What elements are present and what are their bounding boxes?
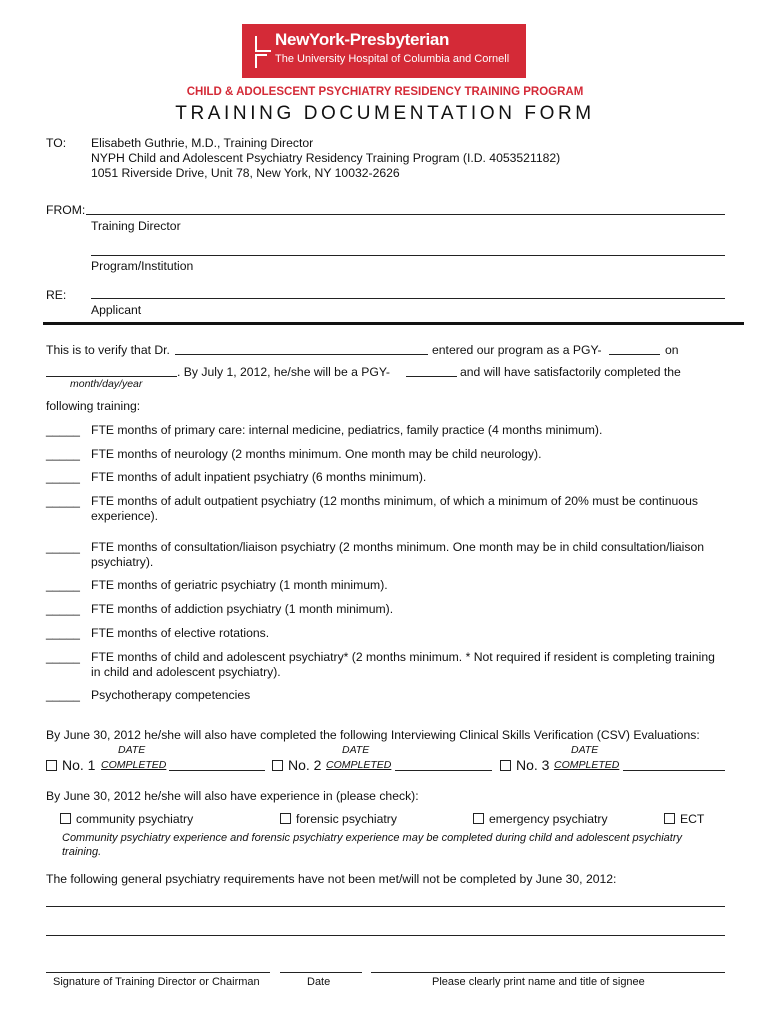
verify-text-c: on <box>665 343 679 357</box>
emergency-checkbox[interactable] <box>473 813 484 824</box>
csv-1-date-label: DATE <box>118 744 146 756</box>
program-institution-caption: Program/Institution <box>91 259 194 273</box>
requirements-line-1[interactable] <box>46 906 725 907</box>
training-item: FTE months of addiction psychiatry (1 month minimum). <box>91 602 394 616</box>
csv-1-date-field[interactable] <box>169 770 265 771</box>
signature-date-field[interactable] <box>280 972 362 973</box>
to-line-2: NYPH Child and Adolescent Psychiatry Residency Training Program (I.D. 4053521182) <box>91 151 561 165</box>
csv-3-checkbox[interactable] <box>500 760 511 771</box>
fte-blank-adult-outpatient[interactable]: _____ <box>46 494 80 508</box>
training-item: FTE months of elective rotations. <box>91 626 270 640</box>
forensic-label: forensic psychiatry <box>296 812 397 826</box>
verify-text-d: . By July 1, 2012, he/she will be a PGY- <box>177 365 390 379</box>
section-divider <box>43 322 744 325</box>
fte-blank-neurology[interactable]: _____ <box>46 447 80 461</box>
csv-2-completed: COMPLETED <box>326 759 392 771</box>
logo-mark-icon <box>255 36 271 52</box>
csv-1 <box>46 757 95 773</box>
training-item-cont: experience). <box>91 509 159 523</box>
pgy-july-field[interactable] <box>406 376 457 377</box>
csv-intro: By June 30, 2012 he/she will also have completed the following Interviewing Clinical Skills Verification (CSV) Evaluations: <box>46 728 700 742</box>
verify-text-b: entered our program as a PGY- <box>432 343 602 357</box>
fte-blank-geriatric[interactable]: _____ <box>46 578 80 592</box>
ect-label: ECT <box>680 812 705 826</box>
date-format-caption: month/day/year <box>70 378 143 390</box>
from-label: FROM: <box>46 203 86 217</box>
training-director-caption: Training Director <box>91 219 181 233</box>
csv-1-label: No. 1 <box>62 757 96 773</box>
page-title: TRAINING DOCUMENTATION FORM <box>175 103 595 124</box>
logo-subtitle: The University Hospital of Columbia and Cornell <box>275 53 510 65</box>
fte-blank-psychotherapy[interactable]: _____ <box>46 688 80 702</box>
csv-3-label: No. 3 <box>516 757 550 773</box>
fte-blank-consultation[interactable]: _____ <box>46 540 80 554</box>
logo-mark-stem <box>255 54 257 68</box>
hospital-logo <box>242 24 526 78</box>
logo-name: NewYork-Presbyterian <box>275 30 450 49</box>
csv-2-checkbox[interactable] <box>272 760 283 771</box>
doctor-name-field[interactable] <box>175 354 428 355</box>
csv-3-date-label: DATE <box>571 744 599 756</box>
entry-date-field[interactable] <box>46 376 177 377</box>
training-item: FTE months of geriatric psychiatry (1 month minimum). <box>91 578 388 592</box>
emergency-label: emergency psychiatry <box>489 812 608 826</box>
training-item-cont: in child and adolescent psychiatry). <box>91 665 281 679</box>
exp-forensic <box>280 812 397 826</box>
training-item: Psychotherapy competencies <box>91 688 251 702</box>
program-institution-field[interactable] <box>91 255 725 256</box>
to-line-3: 1051 Riverside Drive, Unit 78, New York, NY 10032-2626 <box>91 166 400 180</box>
experience-note-1: Community psychiatry experience and forensic psychiatry experience may be completed during child and adolescent psychiatry <box>62 832 682 844</box>
fte-blank-primary-care[interactable]: _____ <box>46 423 80 437</box>
fte-blank-child-adolescent[interactable]: _____ <box>46 650 80 664</box>
csv-2-date-field[interactable] <box>395 770 492 771</box>
to-line-1: Elisabeth Guthrie, M.D., Training Director <box>91 136 314 150</box>
csv-3 <box>500 757 549 773</box>
signature-field[interactable] <box>46 972 270 973</box>
training-item: FTE months of child and adolescent psychiatry* (2 months minimum. * Not required if resident is completing training <box>91 650 715 664</box>
date-caption: Date <box>307 976 331 988</box>
training-item: FTE months of adult outpatient psychiatry (12 months minimum, of which a minimum of 20% must be continuous <box>91 494 698 508</box>
experience-intro: By June 30, 2012 he/she will also have experience in (please check): <box>46 789 419 803</box>
verify-text-a: This is to verify that Dr. <box>46 343 170 357</box>
csv-2 <box>272 757 321 773</box>
fte-blank-adult-inpatient[interactable]: _____ <box>46 470 80 484</box>
csv-2-date-label: DATE <box>342 744 370 756</box>
verify-text-e: and will have satisfactorily completed the <box>460 365 681 379</box>
from-director-field[interactable] <box>86 214 725 215</box>
re-label: RE: <box>46 288 67 302</box>
fte-blank-elective[interactable]: _____ <box>46 626 80 640</box>
applicant-caption: Applicant <box>91 303 142 317</box>
csv-1-checkbox[interactable] <box>46 760 57 771</box>
csv-1-completed: COMPLETED <box>101 759 167 771</box>
applicant-field[interactable] <box>91 298 725 299</box>
training-item: FTE months of neurology (2 months minimum. One month may be child neurology). <box>91 447 542 461</box>
community-label: community psychiatry <box>76 812 194 826</box>
print-name-caption: Please clearly print name and title of signee <box>432 976 645 988</box>
program-heading: CHILD & ADOLESCENT PSYCHIATRY RESIDENCY TRAINING PROGRAM <box>186 86 584 98</box>
exp-emergency <box>473 812 608 826</box>
training-item-cont: psychiatry). <box>91 555 154 569</box>
logo-mark-bar <box>255 54 267 56</box>
ect-checkbox[interactable] <box>664 813 675 824</box>
forensic-checkbox[interactable] <box>280 813 291 824</box>
csv-3-completed: COMPLETED <box>554 759 620 771</box>
signature-caption: Signature of Training Director or Chairman <box>53 976 260 988</box>
csv-2-label: No. 2 <box>288 757 322 773</box>
general-requirements: The following general psychiatry requirements have not been met/will not be completed by June 30, 2012: <box>46 872 617 886</box>
to-label: TO: <box>46 136 67 150</box>
print-name-field[interactable] <box>371 972 725 973</box>
csv-3-date-field[interactable] <box>623 770 725 771</box>
exp-community <box>60 812 193 826</box>
training-item: FTE months of consultation/liaison psychiatry (2 months minimum. One month may be in child consultation/liaison <box>91 540 705 554</box>
experience-note-2: training. <box>62 846 102 858</box>
requirements-line-2[interactable] <box>46 935 725 936</box>
exp-ect <box>664 812 704 826</box>
pgy-entry-field[interactable] <box>609 354 660 355</box>
training-item: FTE months of adult inpatient psychiatry (6 months minimum). <box>91 470 427 484</box>
following-training-label: following training: <box>46 399 141 413</box>
community-checkbox[interactable] <box>60 813 71 824</box>
training-item: FTE months of primary care: internal medicine, pediatrics, family practice (4 months minimum). <box>91 423 603 437</box>
fte-blank-addiction[interactable]: _____ <box>46 602 80 616</box>
